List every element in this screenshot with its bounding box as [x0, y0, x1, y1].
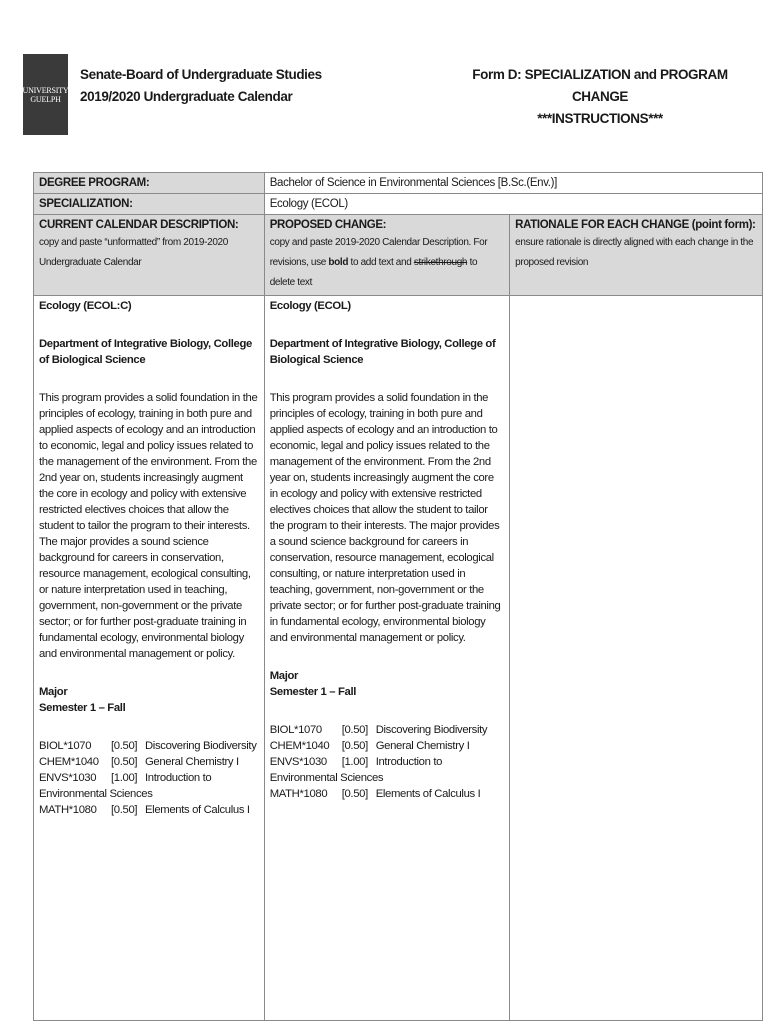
course-code: MATH*1080 [39, 804, 97, 816]
course-code: CHEM*1040 [39, 756, 99, 768]
current-title: Ecology (ECOL:C) [39, 300, 132, 312]
proposed-change-heading: PROPOSED CHANGE: [269, 219, 387, 231]
course-row [39, 802, 259, 818]
degree-value: Bachelor of Science in Environmental Sciences [B.Sc.(Env.)] [264, 173, 762, 194]
course-code: MATH*1080 [269, 788, 328, 800]
proposed-change-note: copy and paste 2019-2020 Calendar Description. For revisions, use bold to add text and strikethrough to delete text [269, 237, 488, 288]
course-name: Elements of Calculus I [375, 788, 481, 800]
proposed-semester-heading: Semester 1 – Fall [269, 686, 357, 698]
calendar-title: 2019/2020 Undergraduate Calendar [80, 89, 293, 104]
course-row [270, 786, 504, 802]
proposed-change-cell [264, 296, 509, 1021]
current-major-heading: Major [39, 686, 68, 698]
course-code: ENVS*1030 [269, 756, 327, 768]
rationale-header [510, 215, 763, 296]
header-right [455, 64, 745, 130]
header-left [80, 64, 322, 108]
course-credit: [0.50] [111, 756, 138, 768]
change-form-table [33, 172, 763, 1021]
instructions-label: ***INSTRUCTIONS*** [537, 111, 663, 126]
course-code: BIOL*1070 [39, 740, 92, 752]
current-description-heading: CURRENT CALENDAR DESCRIPTION: [39, 219, 239, 231]
course-name: Elements of Calculus I [145, 804, 250, 816]
proposed-department: Department of Integrative Biology, College of Biological Science [269, 338, 496, 366]
current-department: Department of Integrative Biology, College of Biological Science [39, 338, 252, 366]
course-code: BIOL*1070 [269, 724, 322, 736]
proposed-program-description: This program provides a solid foundation in the principles of ecology, training in both pure and applied aspects of ecology and an introduction to economic, legal and policy issues related to the management of the environment. From the 2nd year on, students increasingly augment the core in ecology and policy with extensive restricted electives choices that allow the student to tailor the program to their interests. The major provides a sound science background for careers in conservation, resource management, ecological consulting, or nature interpretation used in teaching, government, non-government or the private sector; or for further post-graduate training in fundamental ecology, environmental biology and environmental management or policy. [269, 392, 501, 644]
current-semester-heading: Semester 1 – Fall [39, 702, 126, 714]
course-credit: [0.50] [341, 788, 368, 800]
proposed-change-header [264, 215, 509, 296]
logo-line1: UNIVERSITY [22, 85, 69, 95]
course-credit: [0.50] [111, 804, 138, 816]
course-credit: [1.00] [111, 772, 138, 784]
course-credit: [0.50] [341, 740, 368, 752]
course-code: CHEM*1040 [269, 740, 330, 752]
course-credit: [1.00] [341, 756, 368, 768]
course-credit: [0.50] [341, 724, 368, 736]
university-logo [23, 54, 68, 135]
column-heading-row [34, 215, 763, 296]
course-row [270, 738, 504, 754]
current-program-description: This program provides a solid foundation in the principles of ecology, training in both pure and applied aspects of ecology and an introduction to economic, legal and policy issues related to the management of the environment. From the 2nd year on, students increasingly augment the core in ecology and policy with extensive restricted electives choices that allow the student to tailor the program to their interests. The major provides a sound science background for careers in conservation, resource management, ecological consulting, or nature interpretation used in teaching, government, non-government or the private sector; or for further post-graduate training in fundamental ecology, environmental biology and environmental management or policy. [39, 392, 258, 660]
degree-row [34, 173, 763, 194]
course-row [39, 754, 259, 770]
specialization-value: Ecology (ECOL) [264, 194, 762, 215]
rationale-heading: RATIONALE FOR EACH CHANGE (point form): [515, 219, 756, 231]
course-row [39, 770, 259, 802]
course-name: Discovering Biodiversity [375, 724, 488, 736]
proposed-course-list [270, 722, 504, 802]
current-course-list [39, 738, 259, 818]
logo-line2: GUELPH [30, 94, 61, 104]
current-description-header [34, 215, 265, 296]
course-row [39, 738, 259, 754]
proposed-title: Ecology (ECOL) [269, 300, 351, 312]
proposed-major-heading: Major [269, 670, 299, 682]
course-name: General Chemistry I [375, 740, 470, 752]
course-code: ENVS*1030 [39, 772, 97, 784]
course-name: General Chemistry I [145, 756, 239, 768]
specialization-row [34, 194, 763, 215]
current-description-cell [34, 296, 265, 1021]
course-credit: [0.50] [111, 740, 138, 752]
specialization-label: SPECIALIZATION: [34, 194, 265, 215]
degree-label: DEGREE PROGRAM: [34, 173, 265, 194]
course-name: Introduction to Environmental Sciences [269, 756, 443, 784]
course-name: Discovering Biodiversity [145, 740, 257, 752]
content-row [34, 296, 763, 1021]
course-row [270, 722, 504, 738]
course-row [270, 754, 504, 786]
current-description-note: copy and paste “unformatted” from 2019-2020 Undergraduate Calendar [39, 237, 228, 268]
rationale-note: ensure rationale is directly aligned with each change in the proposed revision [515, 237, 754, 268]
form-title: Form D: SPECIALIZATION and PROGRAM CHANGE [472, 67, 728, 104]
course-name: Introduction to Environmental Sciences [39, 772, 212, 800]
rationale-cell[interactable] [510, 296, 763, 1021]
senate-board-title: Senate-Board of Undergraduate Studies [80, 67, 322, 82]
